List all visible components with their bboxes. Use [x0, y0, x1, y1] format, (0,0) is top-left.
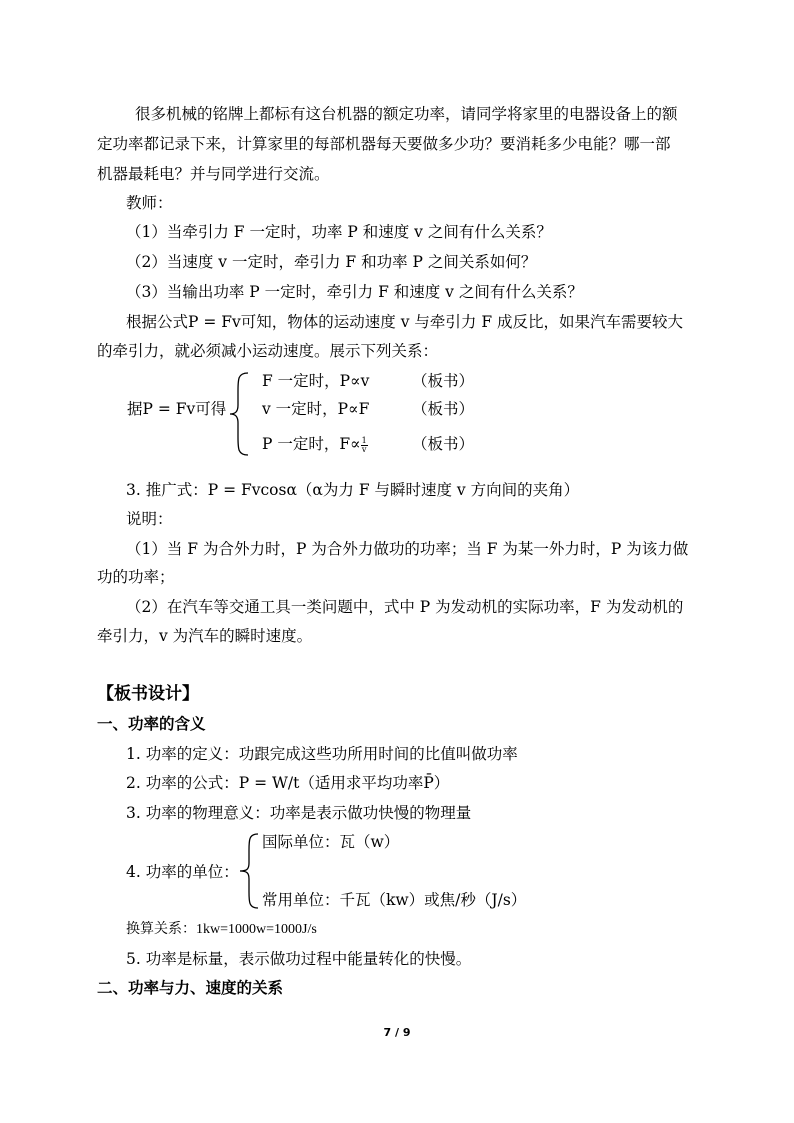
fraction-denominator: v — [361, 444, 367, 454]
question-2: （2）当速度 v 一定时，牵引力 F 和功率 P 之间关系如何？ — [126, 253, 537, 271]
question-3: （3）当输出功率 P 一定时，牵引力 F 和速度 v 之间有什么关系？ — [126, 283, 583, 301]
left-brace-icon — [228, 371, 252, 457]
board-item-5: 5. 功率是标量，表示做功过程中能量转化的快慢。 — [126, 950, 472, 968]
board-item-3: 3. 功率的物理意义：功率是表示做功快慢的物理量 — [126, 804, 472, 822]
teacher-label: 教师： — [126, 194, 173, 212]
paragraph-line: 很多机械的铭牌上都标有这台机器的额定功率，请同学将家里的电器设备上的额 — [135, 105, 678, 123]
explain-1: （1）当 F 为合外力时，P 为合外力做功的功率；当 F 为某一外力时，P 为该力做 — [126, 540, 689, 558]
paragraph-line: 的牵引力，就必须减小运动速度。展示下列关系： — [97, 342, 439, 360]
explain-2: （2）在汽车等交通工具一类问题中，式中 P 为发动机的实际功率，F 为发动机的 — [126, 598, 684, 616]
conversion: 换算关系：1kw=1000w=1000J/s — [126, 922, 317, 937]
board-item-1: 1. 功率的定义：功跟完成这些功所用时间的比值叫做功率 — [126, 745, 518, 763]
relation-lead: 据P = Fv可得 — [127, 400, 227, 418]
relation-row-3 — [262, 434, 368, 454]
unit-si: 国际单位：瓦（w） — [262, 833, 400, 851]
board-item-2: 2. 功率的公式：P = W/t（适用求平均功率P̄） — [126, 774, 450, 792]
relation-row-2: v 一定时，P∝F — [262, 400, 370, 418]
unit-common: 常用单位：千瓦（kw）或焦/秒（J/s） — [262, 891, 527, 909]
paragraph-line: 机器最耗电？并与同学进行交流。 — [97, 165, 330, 183]
relation-row-1: F 一定时，P∝v — [262, 372, 370, 390]
page-number: 7 / 9 — [383, 1026, 411, 1039]
blackboard-note: （板书） — [412, 372, 475, 390]
fraction-numerator: 1 — [361, 435, 367, 445]
section-title-2: 二、功率与力、速度的关系 — [97, 978, 284, 997]
relation-row-3-text: P 一定时，F∝ — [262, 435, 361, 453]
section-heading: 【板书设计】 — [97, 684, 199, 704]
explain-1-cont: 功的功率； — [97, 568, 175, 586]
explain-2-cont: 牵引力，v 为汽车的瞬时速度。 — [97, 627, 313, 645]
left-brace-icon — [238, 832, 260, 910]
question-1: （1）当牵引力 F 一定时，功率 P 和速度 v 之间有什么关系？ — [126, 223, 552, 241]
paragraph-line: 根据公式P = Fv可知，物体的运动速度 v 与牵引力 F 成反比，如果汽车需要较大 — [126, 313, 684, 331]
board-item-4: 4. 功率的单位： — [126, 863, 239, 881]
section-title-1: 一、功率的含义 — [97, 714, 206, 733]
paragraph-line: 定功率都记录下来，计算家里的每部机器每天要做多少功？要消耗多少电能？哪一部 — [97, 135, 671, 153]
blackboard-note: （板书） — [412, 400, 475, 418]
general-formula: 3. 推广式：P = Fvcosα（α为力 F 与瞬时速度 v 方向间的夹角） — [126, 481, 580, 499]
blackboard-note: （板书） — [412, 435, 475, 453]
explain-label: 说明： — [126, 510, 173, 528]
fraction — [361, 437, 368, 454]
